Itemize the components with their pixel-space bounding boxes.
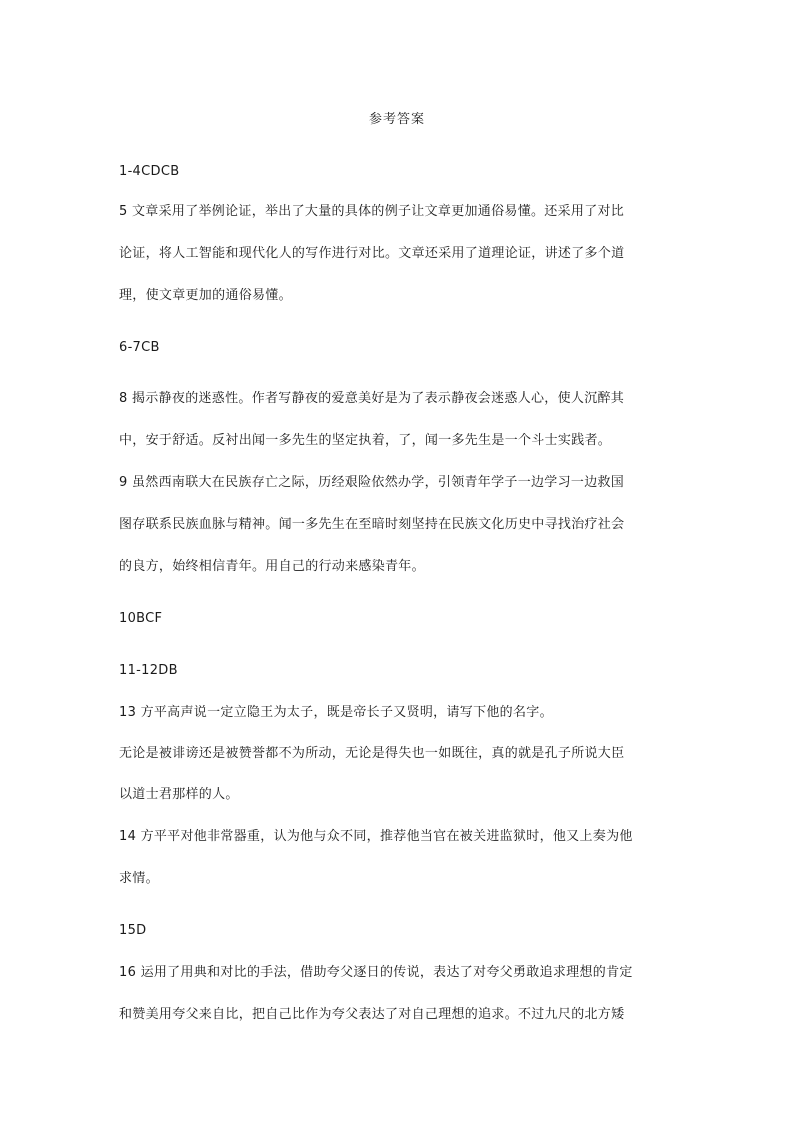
- answer-line: 以道士君那样的人。: [119, 787, 239, 802]
- answer-line: 5 文章采用了举例论证，举出了大量的具体的例子让文章更加通俗易懂。还采用了对比: [119, 204, 625, 219]
- document-title: 参考答案: [368, 112, 425, 127]
- answer-line: 论证，将人工智能和现代化人的写作进行对比。文章还采用了道理论证，讲述了多个道: [119, 246, 625, 261]
- answer-line: 理，使文章更加的通俗易懂。: [119, 288, 292, 303]
- answer-line: 6-7CB: [119, 340, 160, 355]
- answer-line: 和赞美用夸父来自比，把自己比作为夸父表达了对自己理想的追求。不过九尺的北方矮: [119, 1007, 625, 1022]
- answer-line: 中，安于舒适。反衬出闻一多先生的坚定执着，了，闻一多先生是一个斗士实践者。: [119, 433, 612, 448]
- answer-line: 无论是被诽谤还是被赞誉都不为所动，无论是得失也一如既往，真的就是孔子所说大臣: [119, 746, 625, 761]
- answer-line: 1-4CDCB: [119, 164, 180, 179]
- answer-line: 14 方平平对他非常器重，认为他与众不同，推荐他当官在被关进监狱时，他又上奏为他: [119, 829, 633, 844]
- answer-line: 15D: [119, 923, 147, 938]
- answer-line: 13 方平高声说一定立隐王为太子，既是帝长子又贤明，请写下他的名字。: [119, 705, 553, 720]
- answer-line: 10BCF: [119, 611, 163, 626]
- answer-line: 8 揭示静夜的迷惑性。作者写静夜的爱意美好是为了表示静夜会迷惑人心，使人沉醉其: [119, 391, 625, 406]
- answer-line: 16 运用了用典和对比的手法，借助夸父逐日的传说，表达了对夸父勇敢追求理想的肯定: [119, 965, 633, 980]
- answer-line: 的良方，始终相信青年。用自己的行动来感染青年。: [119, 559, 425, 574]
- answer-line: 11-12DB: [119, 663, 178, 678]
- answer-line: 图存联系民族血脉与精神。闻一多先生在至暗时刻坚持在民族文化历史中寻找治疗社会: [119, 517, 625, 532]
- answer-line: 9 虽然西南联大在民族存亡之际，历经艰险依然办学，引领青年学子一边学习一边救国: [119, 475, 625, 490]
- answer-line: 求情。: [119, 871, 159, 886]
